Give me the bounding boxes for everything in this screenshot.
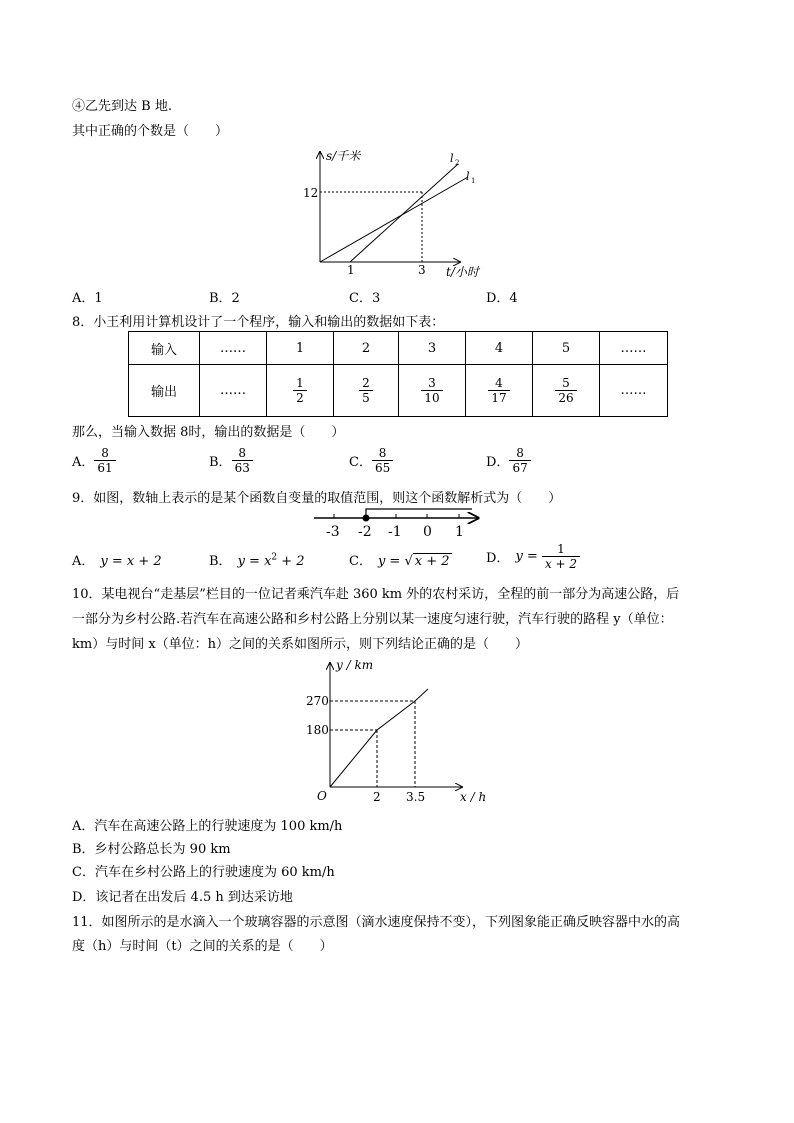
q9-range-bracket <box>366 509 472 518</box>
q9-closed-point <box>363 515 370 522</box>
table-cell: …… <box>200 332 267 365</box>
table-cell <box>267 365 334 417</box>
q7-ylabel: s/千米 <box>326 149 361 163</box>
q10-path <box>330 689 428 787</box>
q11-line-2: 度（h）与时间（t）之间的关系的是（ ） <box>72 939 333 954</box>
q10-xtick-35: 3.5 <box>406 790 426 804</box>
table-cell: 输入 <box>129 332 200 365</box>
table-cell: …… <box>200 365 267 417</box>
q8-io-table <box>128 331 668 417</box>
q10-line-2: 一部分为乡村公路.若汽车在高速公路和乡村公路上分别以某一速度匀速行驶，汽车行驶的路程 y（单位： <box>72 612 673 627</box>
q9-option-c[interactable]: C． y = √ x + 2 <box>349 554 450 569</box>
q7-item-4: ④乙先到达 B 地. <box>72 99 172 114</box>
fraction: $\frac{2}{5}$ <box>359 376 373 405</box>
q7-label-l2-sub: 2 <box>455 159 460 167</box>
q10-line-3: km）与时间 x（单位：h）之间的关系如图所示，则下列结论正确的是（ ） <box>72 637 529 652</box>
q9-question: 9．如图，数轴上表示的是某个函数自变量的取值范围，则这个函数解析式为（ ） <box>72 491 562 506</box>
q11-line-1: 11．如图所示的是水滴入一个玻璃容器的示意图（滴水速度保持不变），下列图象能正确反映容器中水的高 <box>72 915 681 930</box>
table-cell: 1 <box>267 332 334 365</box>
q7-graph <box>300 142 490 282</box>
fraction: $\frac{3}{10}$ <box>421 376 442 405</box>
q10-xlabel: x / h <box>460 790 487 804</box>
q7-option-d[interactable]: D．4 <box>486 291 518 306</box>
table-cell: 3 <box>399 332 466 365</box>
table-cell <box>399 365 466 417</box>
table-cell: 5 <box>533 332 600 365</box>
q7-label-l1: l <box>466 170 470 183</box>
q10-option-b[interactable]: B．乡村公路总长为 90 km <box>72 842 231 857</box>
q9-tick-label: 0 <box>423 524 432 540</box>
q10-option-a[interactable]: A．汽车在高速公路上的行驶速度为 100 km/h <box>72 819 343 834</box>
q8-prompt: 那么，当输入数据 8时，输出的数据是（ ） <box>72 425 345 440</box>
fraction: $\frac{5}{26}$ <box>555 376 576 405</box>
q9-tick-label: -2 <box>358 524 372 540</box>
table-cell: 输出 <box>129 365 200 417</box>
q7-option-c[interactable]: C．3 <box>349 291 381 306</box>
q7-xtick-3: 3 <box>418 263 426 277</box>
table-cell <box>466 365 533 417</box>
fraction: $\frac{4}{17}$ <box>488 376 509 405</box>
table-cell <box>533 365 600 417</box>
q7-line-l1 <box>320 177 468 262</box>
q8-input-row <box>129 332 668 365</box>
q9-tick-label: 1 <box>455 524 464 540</box>
q8-option-d[interactable]: D． $\frac{8}{67}$ <box>486 446 531 475</box>
q10-ylabel: y / km <box>336 658 374 672</box>
q10-option-c[interactable]: C．汽车在乡村公路上的行驶速度为 60 km/h <box>72 865 335 880</box>
q7-xlabel: t/小时 <box>446 265 479 279</box>
q10-xtick-2: 2 <box>373 790 381 804</box>
table-cell: …… <box>600 332 668 365</box>
q7-option-a[interactable]: A．1 <box>72 291 103 306</box>
q7-label-l2: l <box>450 152 454 165</box>
q8-option-c[interactable]: C． $\frac{8}{65}$ <box>349 446 393 475</box>
table-cell: …… <box>600 365 668 417</box>
q8-option-a[interactable]: A． $\frac{8}{61}$ <box>72 446 116 475</box>
q7-ytick-12: 12 <box>303 186 319 200</box>
q7-line-l2 <box>350 164 458 262</box>
q9-tick-label: -1 <box>388 524 402 540</box>
q9-number-line <box>312 506 482 540</box>
table-cell <box>334 365 399 417</box>
q8-option-b[interactable]: B． $\frac{8}{63}$ <box>209 446 253 475</box>
q10-option-d[interactable]: D．该记者在出发后 4.5 h 到达采访地 <box>72 890 293 905</box>
q7-label-l1-sub: 1 <box>471 177 476 185</box>
q7-option-b[interactable]: B．2 <box>209 291 240 306</box>
q10-ytick-270: 270 <box>306 694 329 708</box>
q9-option-a[interactable]: A． y = x + 2 <box>72 554 162 569</box>
q10-line-1: 10．某电视台“走基层”栏目的一位记者乘汽车赴 360 km 外的农村采访，全程的前一部分为高速公路，后 <box>72 587 680 602</box>
q9-option-d[interactable]: D． y = $\frac{1}{x + 2}$ <box>486 542 580 571</box>
q7-question: 其中正确的个数是（ ） <box>72 124 229 139</box>
q9-option-b[interactable]: B． $y = x^2 + 2$ <box>209 552 305 569</box>
q10-graph <box>300 655 500 805</box>
q7-xtick-1: 1 <box>347 263 355 277</box>
q10-ytick-180: 180 <box>306 723 329 737</box>
table-cell: 2 <box>334 332 399 365</box>
q10-origin: O <box>317 789 327 803</box>
q8-output-row <box>129 365 668 417</box>
q8-question: 8．小王利用计算机设计了一个程序，输入和输出的数据如下表： <box>72 315 445 330</box>
fraction: $\frac{1}{2}$ <box>293 376 307 405</box>
table-cell: 4 <box>466 332 533 365</box>
q9-tick-label: -3 <box>326 524 340 540</box>
